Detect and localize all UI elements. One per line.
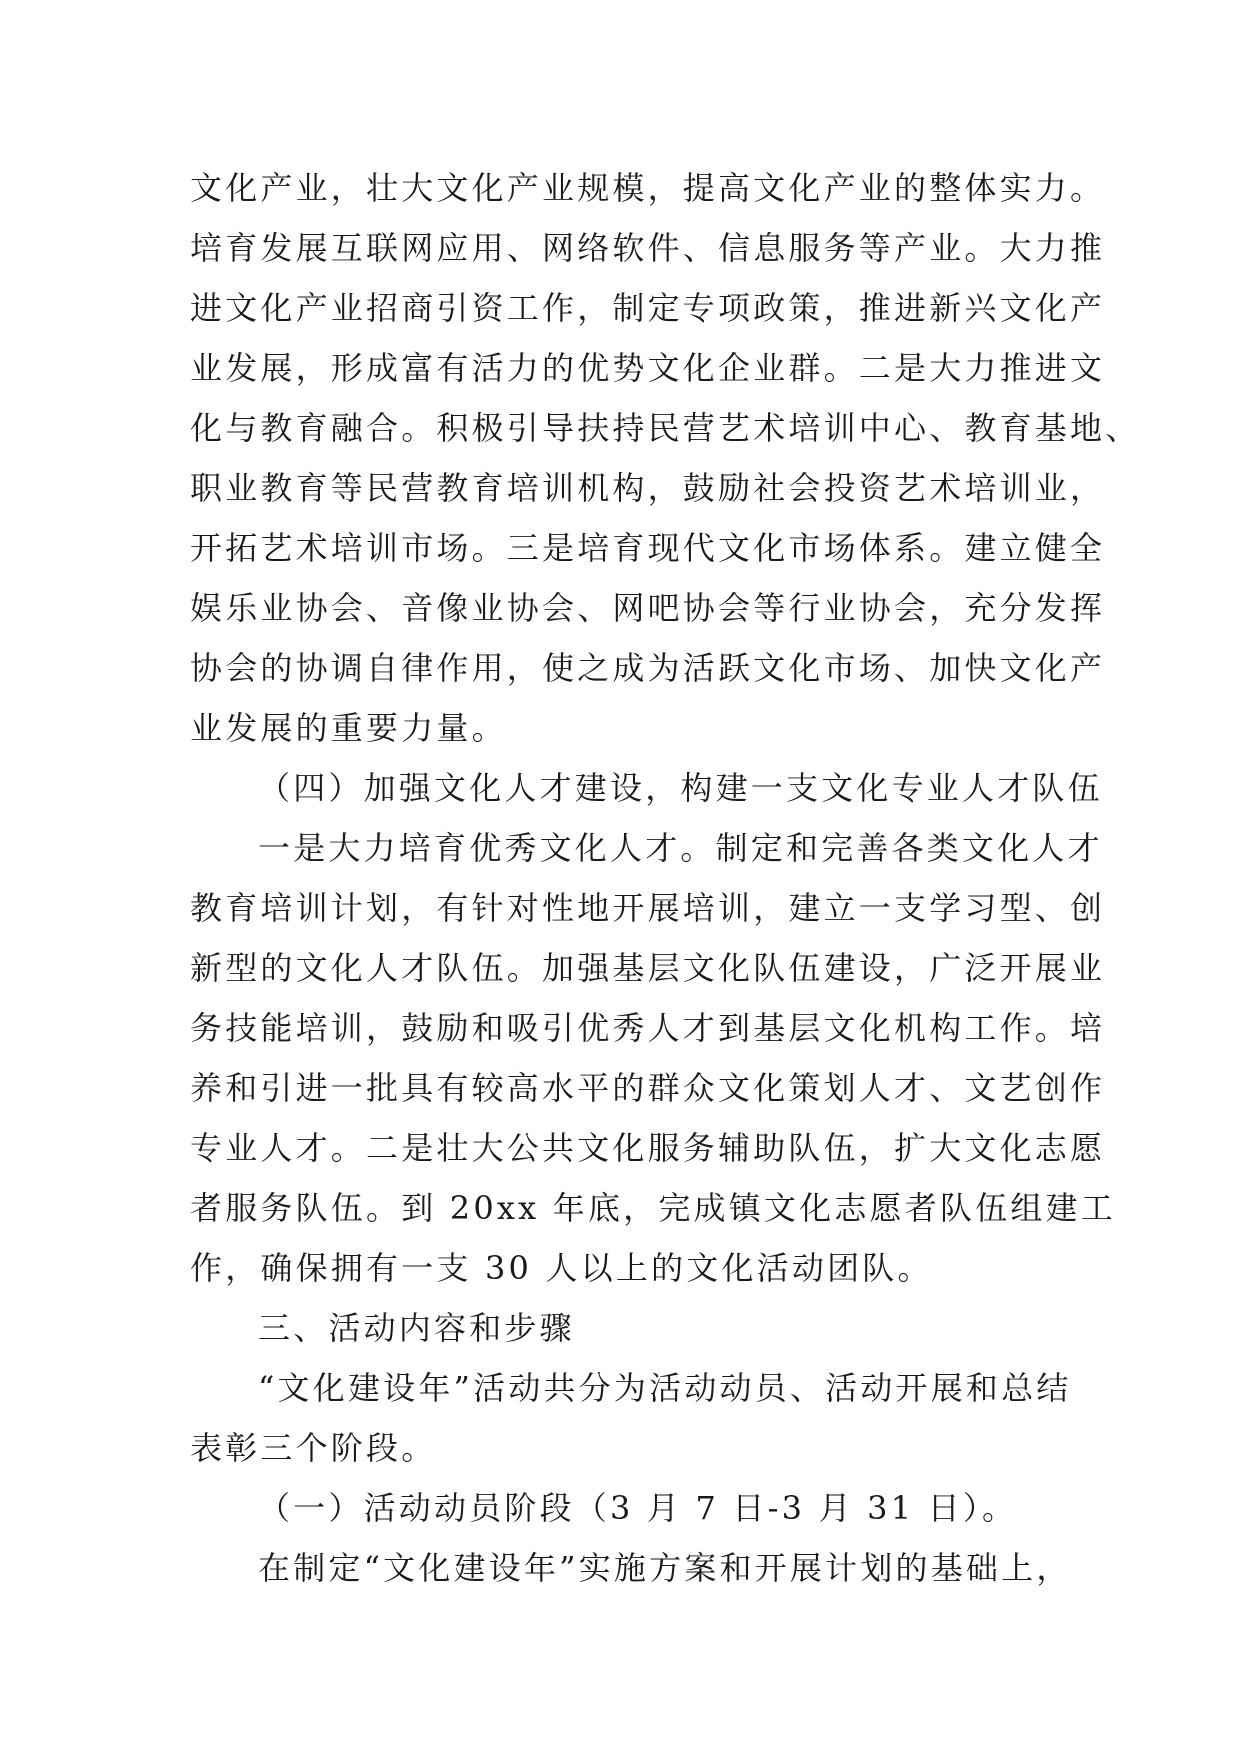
text-line: “文化建设年”活动共分为活动动员、活动开展和总结 bbox=[258, 1369, 1072, 1407]
text-line: 娱乐业协会、音像业协会、网吧协会等行业协会，充分发挥 bbox=[190, 589, 1106, 627]
text-line: 教育培训计划，有针对性地开展培训，建立一支学习型、创 bbox=[190, 889, 1106, 927]
text-line: 表彰三个阶段。 bbox=[190, 1429, 437, 1467]
section-heading: （四）加强文化人才建设，构建一支文化专业人才队伍 bbox=[258, 769, 1103, 807]
text-line: 新型的文化人才队伍。加强基层文化队伍建设，广泛开展业 bbox=[190, 949, 1106, 987]
text-line: 职业教育等民营教育培训机构，鼓励社会投资艺术培训业， bbox=[190, 469, 1106, 507]
text-line: 培育发展互联网应用、网络软件、信息服务等产业。大力推 bbox=[190, 229, 1106, 267]
text-line: 专业人才。二是壮大公共文化服务辅助队伍，扩大文化志愿 bbox=[190, 1129, 1106, 1167]
text-line: 文化产业，壮大文化产业规模，提高文化产业的整体实力。 bbox=[190, 169, 1106, 207]
text-line: 化与教育融合。积极引导扶持民营艺术培训中心、教育基地、 bbox=[190, 409, 1141, 447]
text-line: 一是大力培育优秀文化人才。制定和完善各类文化人才 bbox=[258, 829, 1103, 867]
text-line: 协会的协调自律作用，使之成为活跃文化市场、加快文化产 bbox=[190, 649, 1106, 687]
document-body bbox=[190, 158, 1141, 1598]
text-line: 者服务队伍。到 20xx 年底，完成镇文化志愿者队伍组建工 bbox=[190, 1189, 1116, 1227]
text-line: 养和引进一批具有较高水平的群众文化策划人才、文艺创作 bbox=[190, 1069, 1106, 1107]
section-heading: 三、活动内容和步骤 bbox=[258, 1309, 575, 1347]
text-line: 业发展的重要力量。 bbox=[190, 709, 507, 747]
section-heading: （一）活动动员阶段（3 月 7 日-3 月 31 日）。 bbox=[258, 1489, 1018, 1527]
text-line: 进文化产业招商引资工作，制定专项政策，推进新兴文化产 bbox=[190, 289, 1106, 327]
text-line: 开拓艺术培训市场。三是培育现代文化市场体系。建立健全 bbox=[190, 529, 1106, 567]
text-line: 作，确保拥有一支 30 人以上的文化活动团队。 bbox=[190, 1249, 933, 1287]
text-line: 业发展，形成富有活力的优势文化企业群。二是大力推进文 bbox=[190, 349, 1106, 387]
text-line: 务技能培训，鼓励和吸引优秀人才到基层文化机构工作。培 bbox=[190, 1009, 1106, 1047]
text-line: 在制定“文化建设年”实施方案和开展计划的基础上， bbox=[258, 1549, 1072, 1587]
